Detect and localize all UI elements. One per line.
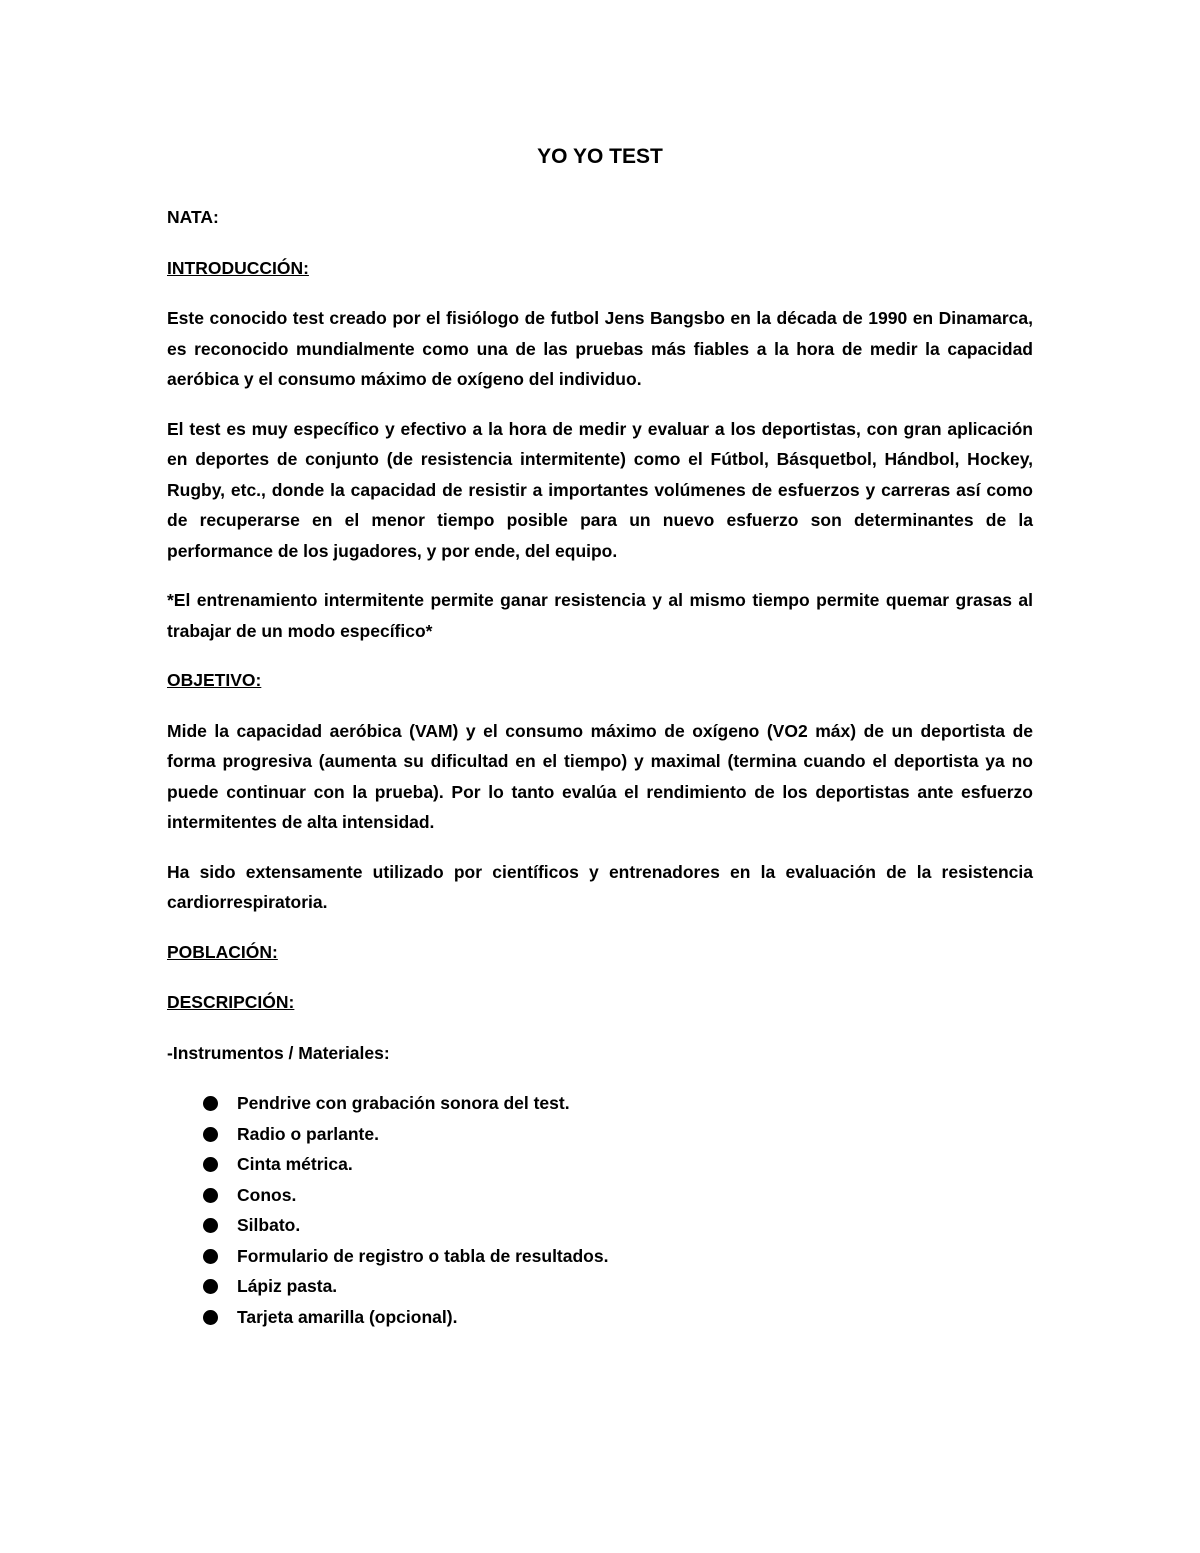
bullet-icon — [203, 1279, 218, 1294]
poblacion-heading: POBLACIÓN: — [167, 941, 278, 962]
bullet-icon — [203, 1127, 218, 1142]
list-item-text: Tarjeta amarilla (opcional). — [237, 1306, 458, 1327]
bullet-icon — [203, 1310, 218, 1325]
bullet-icon — [203, 1249, 218, 1264]
list-item — [167, 1241, 1033, 1272]
bullet-icon — [203, 1188, 218, 1203]
list-item — [167, 1119, 1033, 1150]
objetivo-paragraph-1: Mide la capacidad aeróbica (VAM) y el consumo máximo de oxígeno (VO2 máx) de un deportista de forma progresiva (aumenta su dificultad en el tiempo) y maximal (termina cuando el deportista ya no puede continuar con la prueba). Por lo tanto evalúa el rendimiento de los deportistas ante esfuerzo intermitentes de alta intensidad. — [167, 720, 1033, 832]
bullet-icon — [203, 1157, 218, 1172]
list-item — [167, 1302, 1033, 1333]
nata-label: NATA: — [167, 207, 219, 227]
bullet-icon — [203, 1096, 218, 1111]
document-title: YO YO TEST — [537, 145, 663, 168]
list-item-text: Pendrive con grabación sonora del test. — [237, 1093, 570, 1113]
bullet-icon — [203, 1218, 218, 1233]
list-item-text: Formulario de registro o tabla de resultados. — [237, 1245, 609, 1266]
descripcion-heading: DESCRIPCIÓN: — [167, 992, 295, 1012]
list-item — [167, 1210, 1033, 1241]
list-item-text: Cinta métrica. — [237, 1154, 353, 1174]
introduccion-heading: INTRODUCCIÓN: — [167, 257, 309, 278]
list-item — [167, 1271, 1033, 1302]
list-item-text: Radio o parlante. — [237, 1123, 379, 1144]
list-item-text: Lápiz pasta. — [237, 1276, 338, 1296]
list-item — [167, 1180, 1033, 1211]
materials-list — [167, 1088, 1033, 1332]
intro-paragraph-2: El test es muy específico y efectivo a la hora de medir y evaluar a los deportistas, con gran aplicación en deportes de conjunto (de resistencia intermitente) como el Fútbol, Básquetbol, Hándbol, Hockey, Rugby, etc., donde la capacidad de resistir a importantes volúmenes de esfuerzos y carreras así como de recuperarse en el menor tiempo posible para un nuevo esfuerzo son determinantes de la performance de los jugadores, y por ende, del equipo. — [167, 418, 1033, 561]
list-item-text: Silbato. — [237, 1215, 301, 1235]
document-body — [167, 140, 1033, 1332]
objetivo-paragraph-2: Ha sido extensamente utilizado por científicos y entrenadores en la evaluación de la resistencia cardiorrespiratoria. — [167, 861, 1033, 912]
list-item-text: Conos. — [237, 1184, 297, 1205]
objetivo-heading: OBJETIVO: — [167, 670, 262, 690]
list-item — [167, 1149, 1033, 1180]
instruments-label: -Instrumentos / Materiales: — [167, 1042, 390, 1063]
intro-paragraph-3: *El entrenamiento intermitente permite ganar resistencia y al mismo tiempo permite quemar grasas al trabajar de un modo específico* — [167, 590, 1033, 641]
list-item — [167, 1088, 1033, 1119]
intro-paragraph-1: Este conocido test creado por el fisiólogo de futbol Jens Bangsbo en la década de 1990 en Dinamarca, es reconocido mundialmente como una de las pruebas más fiables a la hora de medir la capacidad aeróbica y el consumo máximo de oxígeno del individuo. — [167, 308, 1033, 389]
